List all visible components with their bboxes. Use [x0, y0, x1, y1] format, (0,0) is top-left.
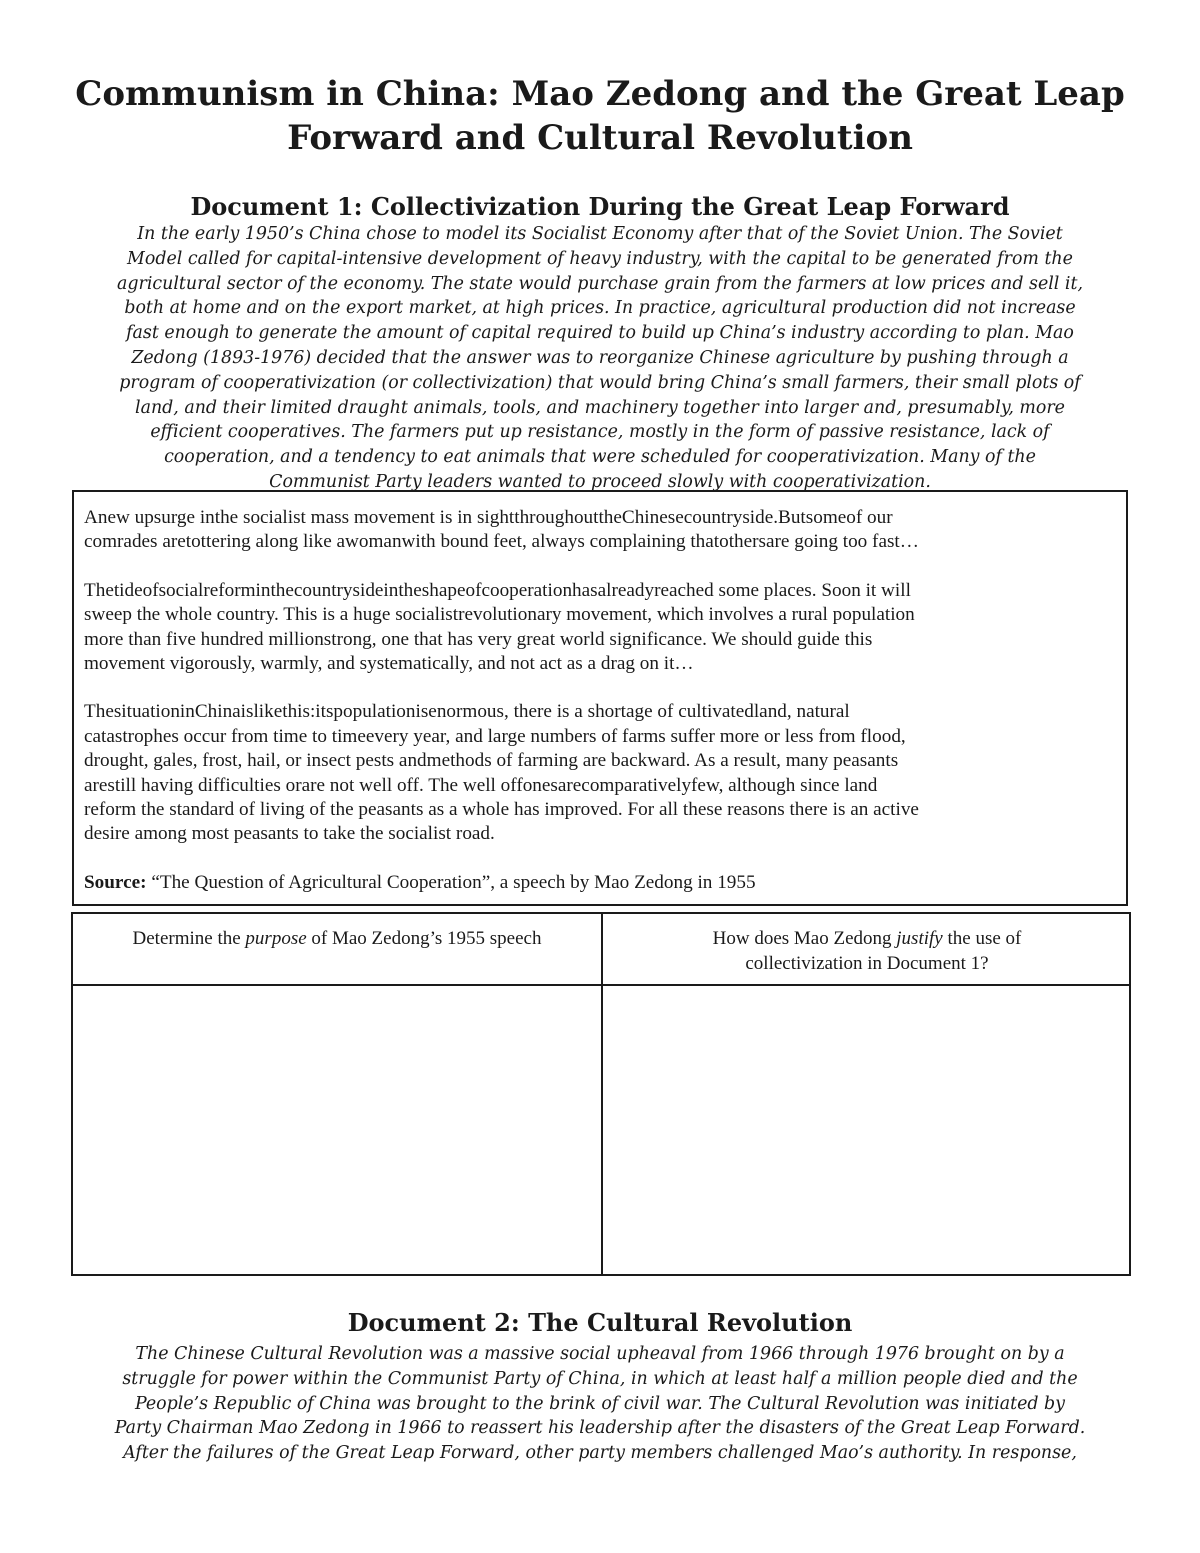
intro-line: program of cooperativization (or collectivization) that would bring China’s small farmers, their small plots of: [119, 372, 1081, 393]
document-2-intro: [68, 1342, 1132, 1466]
question-purpose: Determine the purpose of Mao Zedong’s 1955 speech: [132, 928, 542, 949]
intro-line: In the early 1950’s China chose to model its Socialist Economy after that of the Soviet Union. The Soviet: [137, 224, 1063, 244]
emphasis-purpose: purpose: [245, 928, 307, 949]
source-label: Source:: [84, 871, 147, 893]
intro-line: cooperation, and a tendency to eat animals that were scheduled for cooperativization. Many of the: [164, 447, 1036, 468]
intro-line: Communist Party leaders wanted to proceed slowly with cooperativization.: [269, 471, 931, 492]
answer-box-justify[interactable]: [603, 986, 1129, 1274]
quote-line: more than five hundred millionstrong, one that has very great world significance. We should guide this: [84, 628, 873, 650]
quote-line: comrades aretottering along like awomanwith bound feet, always complaining thatothersare going too fast…: [84, 531, 919, 553]
quote-line: desire among most peasants to take the socialist road.: [84, 823, 495, 845]
title-line-1: Communism in China: Mao Zedong and the Great Leap: [75, 74, 1125, 114]
intro-line: struggle for power within the Communist Party of China, in which at least half a million people died and the: [122, 1368, 1078, 1389]
intro-line: Party Chairman Mao Zedong in 1966 to reassert his leadership after the disasters of the Great Leap Forward.: [114, 1418, 1086, 1439]
source-citation: “The Question of Agricultural Cooperation”, a speech by Mao Zedong in 1955: [146, 871, 756, 893]
answer-box-purpose[interactable]: [73, 986, 601, 1274]
quote-paragraph-2: [84, 579, 1116, 677]
quote-line: Thetideofsocialreforminthecountrysideintheshapeofcooperationhasalreadyreached some places. Soon it will: [84, 579, 911, 601]
quote-line: movement vigorously, warmly, and systematically, and not act as a drag on it…: [84, 653, 694, 675]
intro-line: agricultural sector of the economy. The state would purchase grain from the farmers at low prices and sell it,: [117, 273, 1083, 294]
quote-line: sweep the whole country. This is a huge socialistrevolutionary movement, which involves a rural population: [84, 604, 915, 626]
emphasis-justify: justify: [896, 928, 943, 949]
quote-line: reform the standard of living of the peasants as a whole has improved. For all these reasons there is an active: [84, 799, 919, 821]
quote-line: ThesituationinChinaislikethis:itspopulationisenormous, there is a shortage of cultivatedland, natural: [84, 701, 850, 723]
intro-line: The Chinese Cultural Revolution was a massive social upheaval from 1966 through 1976 brought on by a: [135, 1344, 1065, 1364]
quote-line: Anew upsurge inthe socialist mass movement is in sightthroughouttheChinesecountryside.Butsomeof our: [84, 507, 893, 528]
intro-line: After the failures of the Great Leap Forward, other party members challenged Mao’s authority. In response,: [123, 1443, 1077, 1464]
document-1-intro: [68, 222, 1132, 495]
quote-source: [84, 871, 1116, 895]
intro-line: fast enough to generate the amount of capital required to build up China’s industry according to plan. Mao: [126, 323, 1074, 344]
intro-line: both at home and on the export market, at high prices. In practice, agricultural production did not increase: [124, 298, 1076, 319]
intro-line: Zedong (1893-1976) decided that the answer was to reorganize Chinese agriculture by pushing through a: [131, 347, 1069, 368]
quote-paragraph-1: [84, 506, 1116, 555]
intro-line: efficient cooperatives. The farmers put up resistance, mostly in the form of passive resistance, lack of: [150, 422, 1050, 443]
page-title: [60, 72, 1140, 160]
quote-paragraph-3: [84, 700, 1116, 846]
document-1-heading: Document 1: Collectivization During the Great Leap Forward: [190, 192, 1010, 221]
quote-line: drought, gales, frost, hail, or insect pests andmethods of farming are backward. As a result, many peasants: [84, 750, 899, 772]
intro-line: land, and their limited draught animals, tools, and machinery together into larger and, presumably, more: [135, 397, 1065, 418]
primary-source-quote-box: [72, 490, 1128, 906]
response-table: [71, 912, 1131, 1276]
quote-line: arestill having difficulties orare not well off. The well offonesarecomparativelyfew, although since land: [84, 774, 878, 796]
quote-line: catastrophes occur from time to timeevery year, and large numbers of farms suffer more or less from flood,: [84, 725, 906, 747]
title-line-2: Forward and Cultural Revolution: [287, 118, 913, 158]
intro-line: People’s Republic of China was brought to the brink of civil war. The Cultural Revolution was initiated by: [134, 1393, 1066, 1414]
document-2-heading: Document 2: The Cultural Revolution: [347, 1308, 853, 1337]
intro-line: Model called for capital-intensive development of heavy industry, with the capital to be generated from the: [127, 248, 1073, 269]
question-justify: How does Mao Zedong justify the use of collectivization in Document 1?: [712, 928, 1022, 974]
